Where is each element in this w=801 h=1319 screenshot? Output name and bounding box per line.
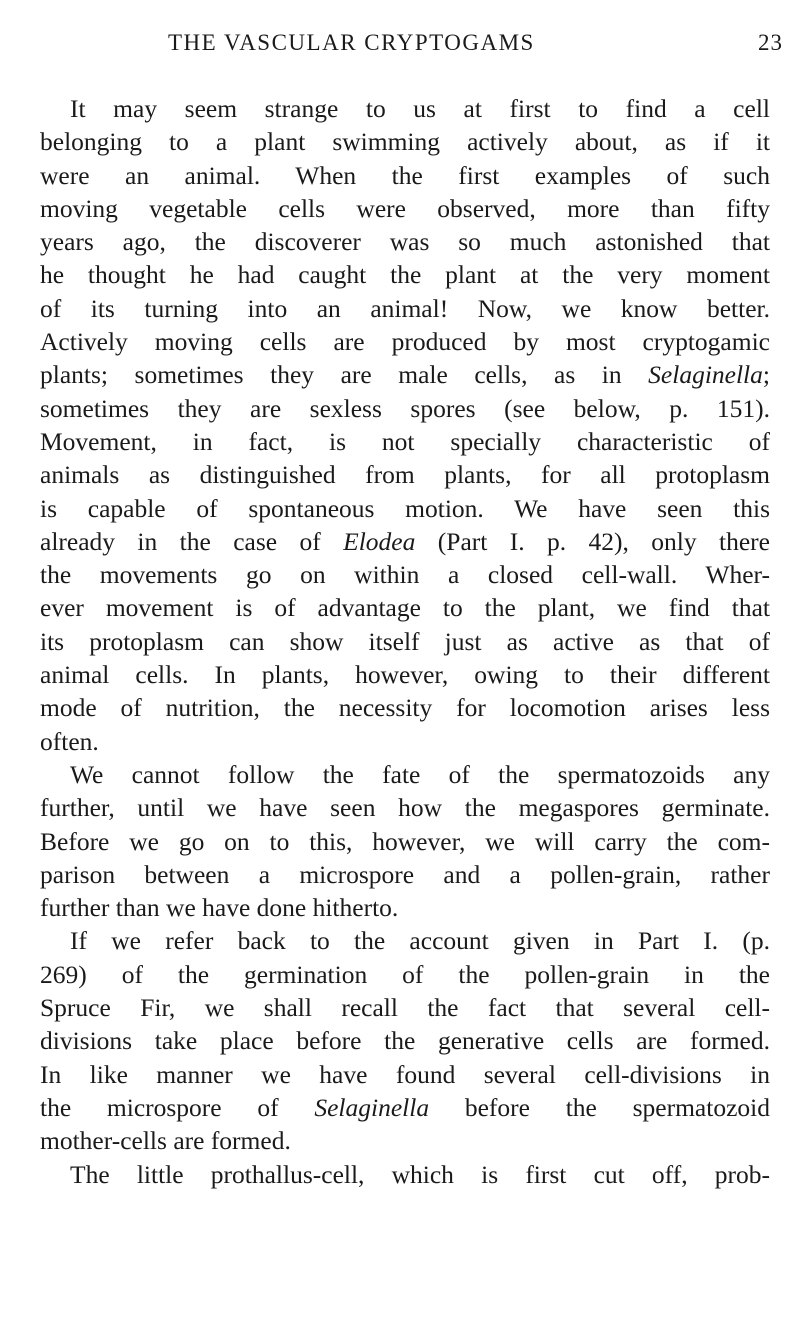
text-segment: already in the case of <box>40 526 344 556</box>
italic-term: Selaginella <box>314 1092 430 1122</box>
text-line: ever movement is of advantage to the plant, we find that <box>40 593 770 623</box>
text-segment: the microspore of <box>40 1092 315 1122</box>
text-line: mode of nutrition, the necessity for locomotion arises less <box>40 693 770 723</box>
text-line: he thought he had caught the plant at the very moment <box>40 260 770 290</box>
text-line: sometimes they are sexless spores (see below, p. 151). <box>40 393 770 423</box>
body-text <box>40 92 770 1191</box>
text-line <box>40 358 770 391</box>
text-line: divisions take place before the generative cells are formed. <box>40 1026 770 1056</box>
text-line: If we refer back to the account given in Part I. (p. <box>70 926 770 956</box>
text-line: further than we have done hitherto. <box>40 893 399 923</box>
text-line: its protoplasm can show itself just as active as that of <box>40 626 770 656</box>
text-line: Actively moving cells are produced by most cryptogamic <box>40 327 770 357</box>
italic-term: Elodea <box>343 526 416 556</box>
text-line: We cannot follow the fate of the spermatozoids any <box>70 759 770 789</box>
text-line: The little prothallus-cell, which is first cut off, prob- <box>70 1159 770 1189</box>
running-head: THE VASCULAR CRYPTOGAMS <box>168 30 535 55</box>
page-number: 23 <box>758 30 783 55</box>
text-line: were an animal. When the first examples of such <box>40 160 770 190</box>
text-segment: ; <box>762 360 770 390</box>
text-line: mother-cells are formed. <box>40 1126 291 1156</box>
text-line <box>40 525 770 558</box>
text-line: animal cells. In plants, however, owing to their different <box>40 660 770 690</box>
text-segment: before the spermatozoid <box>429 1092 770 1122</box>
text-line: years ago, the discoverer was so much astonished that <box>40 227 770 257</box>
italic-term: Selaginella <box>648 360 763 390</box>
text-line: parison between a microspore and a pollen-grain, rather <box>40 859 770 889</box>
text-line: 269) of the germination of the pollen-grain in the <box>40 959 770 989</box>
text-line <box>40 1091 770 1124</box>
text-line: Spruce Fir, we shall recall the fact that several cell- <box>40 993 770 1023</box>
text-line: In like manner we have found several cell-divisions in <box>40 1059 770 1089</box>
text-line: animals as distinguished from plants, for all protoplasm <box>40 460 770 490</box>
text-segment: plants; sometimes they are male cells, as in <box>40 360 649 390</box>
text-line: further, until we have seen how the megaspores germinate. <box>40 793 770 823</box>
text-segment: (Part I. p. 42), only there <box>415 526 770 556</box>
text-line: is capable of spontaneous motion. We have seen this <box>40 493 770 523</box>
text-line: often. <box>40 726 99 756</box>
text-line: It may seem strange to us at first to find a cell <box>70 94 770 123</box>
page-header <box>168 30 783 64</box>
text-line: moving vegetable cells were observed, more than fifty <box>40 193 770 223</box>
text-line: Before we go on to this, however, we will carry the com- <box>40 826 770 856</box>
text-line: belonging to a plant swimming actively about, as if it <box>40 127 770 157</box>
text-line: the movements go on within a closed cell-wall. Wher- <box>40 560 770 590</box>
text-line: Movement, in fact, is not specially characteristic of <box>40 426 770 456</box>
text-line: of its turning into an animal! Now, we know better. <box>40 293 770 323</box>
